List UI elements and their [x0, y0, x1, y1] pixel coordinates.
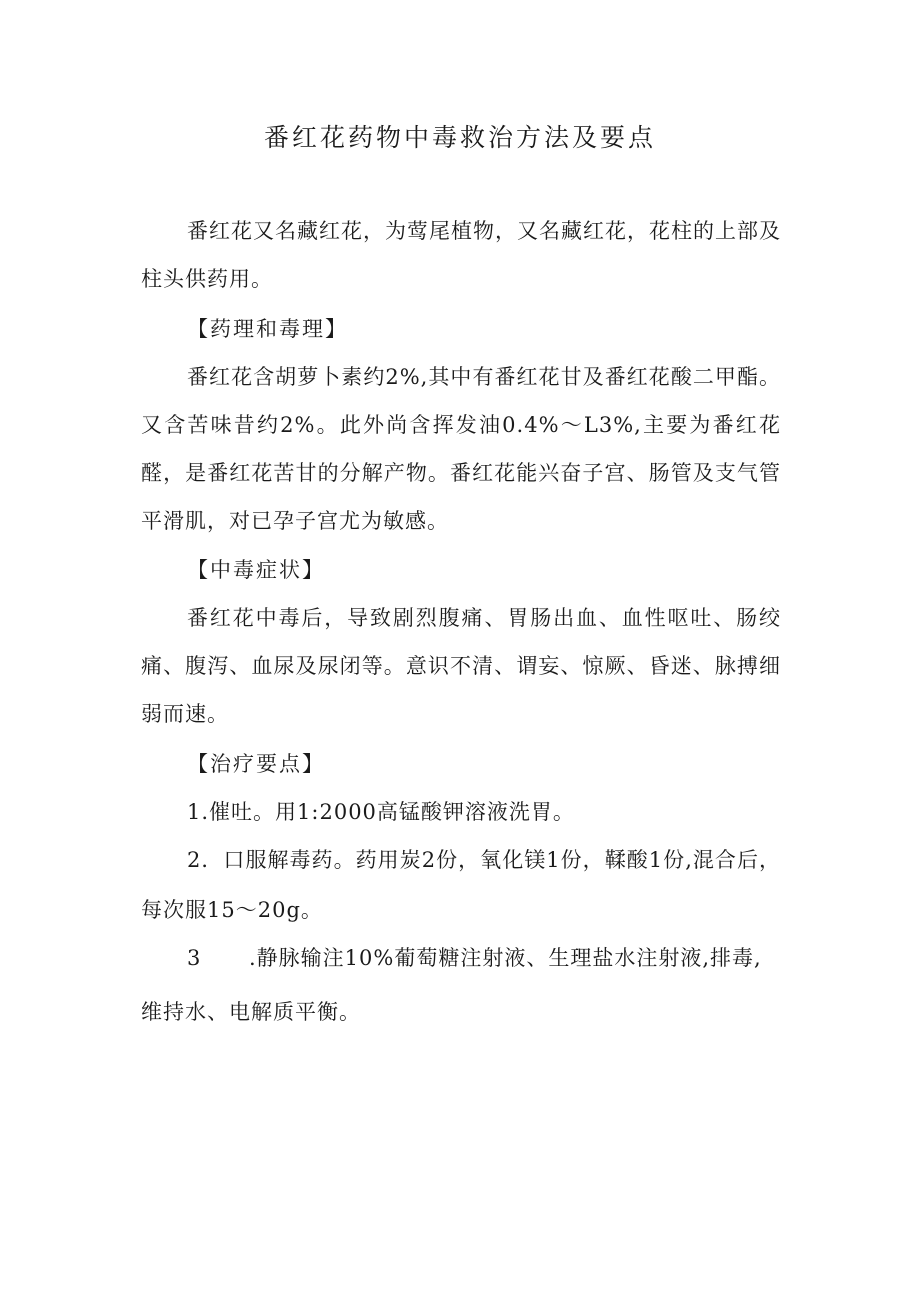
- treatment-item-3-number: 3: [187, 946, 202, 970]
- section-heading-symptoms: 【中毒症状】: [187, 558, 325, 582]
- treatment-item-3: [141, 931, 781, 1039]
- treatment-item-1: 1.催吐。用1:2000高锰酸钾溶液洗胃。: [187, 800, 575, 824]
- section-heading-pharmacology: 【药理和毒理】: [187, 317, 348, 341]
- treatment-item-2: 2．口服解毒药。药用炭2份，氧化镁1份，鞣酸1份,混合后，每次服15～20g。: [141, 848, 781, 922]
- intro-paragraph: 番红花又名藏红花，为莺尾植物，又名藏红花，花柱的上部及柱头供药用。: [141, 219, 781, 291]
- section-heading-treatment: 【治疗要点】: [187, 752, 325, 776]
- document-title: 番红花药物中毒救治方法及要点: [263, 123, 656, 152]
- treatment-item-3-text: .静脉输注10%葡萄糖注射液、生理盐水注射液,排毒,维持水、电解质平衡。: [141, 946, 762, 1024]
- pharmacology-paragraph: 番红花含胡萝卜素约2%,其中有番红花甘及番红花酸二甲酯。又含苦味昔约2%。此外尚含挥发油0.4%～L3%,主要为番红花醛，是番红花苦甘的分解产物。番红花能兴奋子宫、肠管及支气管平滑肌，对已孕子宫尤为敏感。: [141, 365, 781, 533]
- symptoms-paragraph: 番红花中毒后，导致剧烈腹痛、胃肠出血、血性呕吐、肠绞痛、腹泻、血尿及尿闭等。意识不清、谓妄、惊厥、昏迷、脉搏细弱而速。: [141, 606, 781, 726]
